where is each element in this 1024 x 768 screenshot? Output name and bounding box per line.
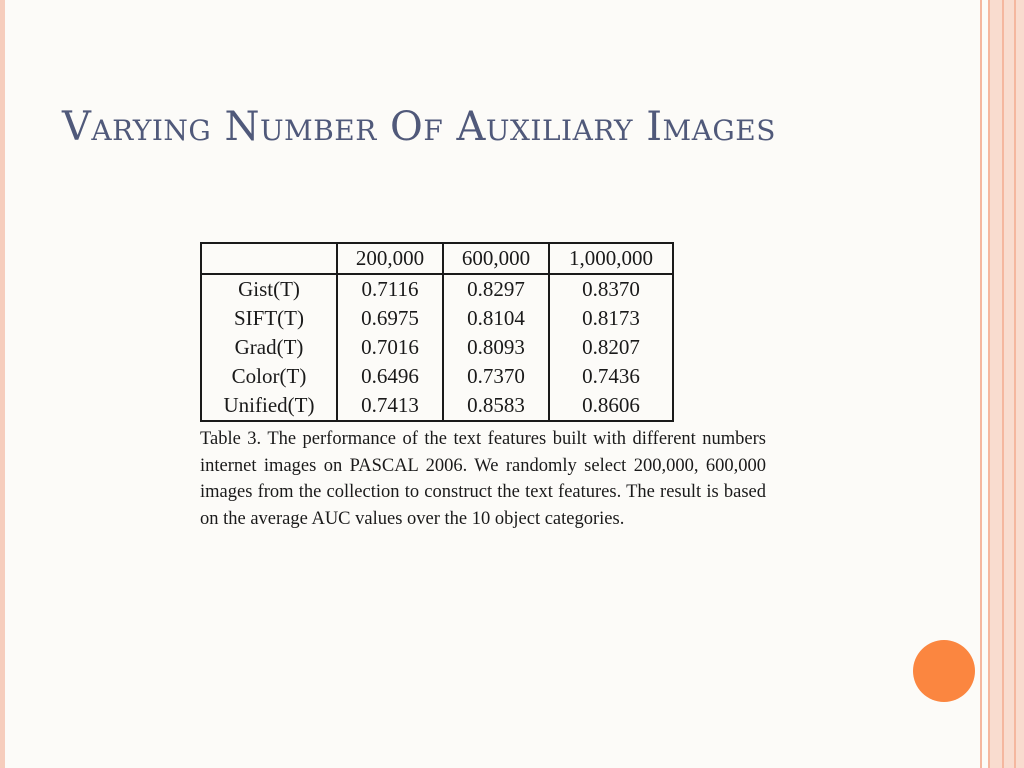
table-figure [200,242,770,532]
results-table [200,242,674,422]
header-cell-1000000: 1,000,000 [549,243,673,274]
table-cell: 0.8207 [549,333,673,362]
table-cell: 0.8370 [549,274,673,304]
table-row [201,391,673,421]
left-border-decoration [0,0,5,768]
table-cell: 0.7016 [337,333,443,362]
row-label: SIFT(T) [201,304,337,333]
table-cell: 0.6975 [337,304,443,333]
table-cell: 0.7370 [443,362,549,391]
slide-title: Varying Number Of Auxiliary Images [62,104,776,150]
accent-circle [913,640,975,702]
row-label: Unified(T) [201,391,337,421]
header-cell-200000: 200,000 [337,243,443,274]
table-cell: 0.7413 [337,391,443,421]
row-label: Color(T) [201,362,337,391]
table-cell: 0.8173 [549,304,673,333]
table-cell: 0.8104 [443,304,549,333]
table-header-row [201,243,673,274]
header-cell-empty [201,243,337,274]
right-stripe-decoration [978,0,1024,768]
table-row [201,274,673,304]
table-caption: Table 3. The performance of the text features built with different numbers internet images on PASCAL 2006. We randomly select 200,000, 600,000 images from the collection to construct the text features. The result is based on the average AUC values over the 10 object categories. [200,429,766,529]
table-row [201,333,673,362]
table-row [201,362,673,391]
table-row [201,304,673,333]
row-label: Grad(T) [201,333,337,362]
table-cell: 0.6496 [337,362,443,391]
table-cell: 0.8093 [443,333,549,362]
table-cell: 0.7116 [337,274,443,304]
table-cell: 0.7436 [549,362,673,391]
table-cell: 0.8583 [443,391,549,421]
table-cell: 0.8606 [549,391,673,421]
row-label: Gist(T) [201,274,337,304]
header-cell-600000: 600,000 [443,243,549,274]
table-cell: 0.8297 [443,274,549,304]
